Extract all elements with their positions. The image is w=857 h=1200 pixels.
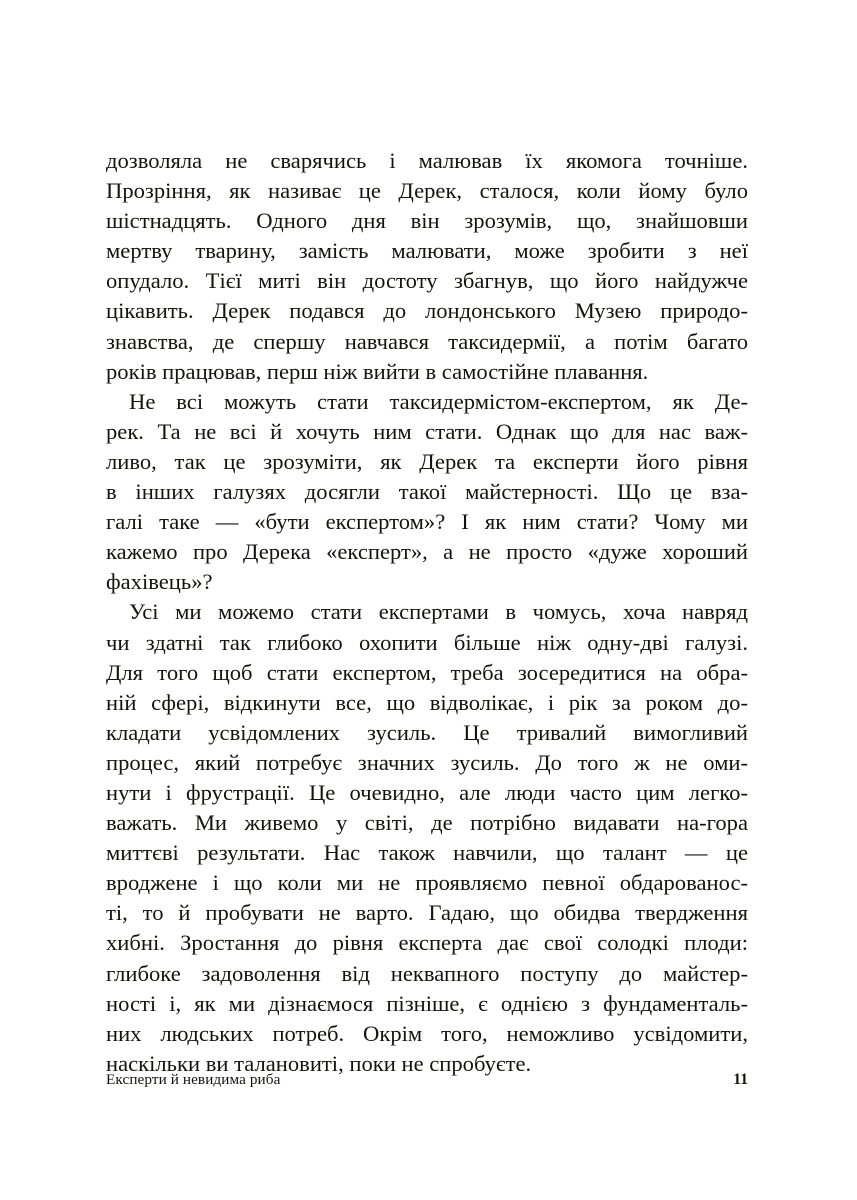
paragraph-3 (106, 597, 748, 1079)
text-line: мертву тварину, замість малювати, може зробити з неї (106, 238, 748, 264)
text-line: Прозріння, як називає це Дерек, сталося, коли йому було (106, 178, 748, 204)
text-line: галі таке — «бути експертом»? І як ним стати? Чому ми (106, 509, 748, 535)
text-line: опудало. Тієї миті він достоту збагнув, що його найдужче (106, 268, 748, 294)
text-line: ності і, як ми дізнаємося пізніше, є однією з фундаменталь- (106, 990, 748, 1016)
text-line: процес, який потребує значних зусиль. До того ж не оми- (106, 749, 748, 775)
page-number: 11 (733, 1071, 748, 1088)
text-line: хибні. Зростання до рівня експерта дає свої солодкі плоди: (106, 930, 748, 956)
text-line: вроджене і що коли ми не проявляємо певної обдарованос- (106, 870, 748, 896)
text-line: них людських потреб. Окрім того, неможливо усвідомити, (106, 1020, 748, 1046)
text-line: Усі ми можемо стати експертами в чомусь, хоча навряд (129, 599, 748, 625)
text-line: цікавить. Дерек подався до лондонського Музею природо- (106, 298, 748, 324)
paragraph-2 (106, 387, 748, 598)
text-line: нути і фрустрації. Це очевидно, але люди часто цим легко- (106, 779, 748, 805)
running-head: Експерти й невидима риба (106, 1071, 281, 1088)
text-line: Для того щоб стати експертом, треба зосередитися на обра- (106, 659, 748, 685)
text-line: кладати усвідомлених зусиль. Це тривалий вимогливий (106, 719, 748, 745)
text-line: ливо, так це зрозуміти, як Дерек та експерти його рівня (106, 448, 748, 474)
text-line: рек. Та не всі й хочуть ним стати. Однак що для нас важ- (106, 418, 748, 444)
text-line: миттєві результати. Нас також навчили, що талант — це (106, 840, 748, 866)
text-line: наскільки ви талановиті, поки не спробуєте. (106, 1050, 532, 1076)
text-line: важать. Ми живемо у світі, де потрібно видавати на-гора (106, 810, 748, 836)
text-line: років працював, перш ніж вийти в самостійне плавання. (106, 358, 649, 384)
text-line: ній сфері, відкинути все, що відволікає, і рік за роком до- (106, 689, 748, 715)
text-line: ті, то й пробувати не варто. Гадаю, що обидва твердження (106, 900, 748, 926)
text-line: фахівець»? (106, 569, 213, 595)
text-line: кажемо про Дерека «експерт», а не просто «дуже хороший (106, 539, 748, 565)
text-line: знавства, де спершу навчався таксидермії, а потім багато (106, 328, 748, 354)
text-line: дозволяла не сварячись і малював їх якомога точніше. (106, 148, 748, 173)
text-line: Не всі можуть стати таксидермістом-експертом, як Де- (129, 388, 748, 414)
text-line: в інших галузях досягли такої майстерності. Що це вза- (106, 479, 748, 505)
text-line: шістнадцять. Одного дня він зрозумів, що, знайшовши (106, 208, 748, 234)
paragraph-1 (106, 146, 748, 387)
page-footer (106, 1070, 748, 1090)
text-line: глибоке задоволення від неквапного поступу до майстер- (106, 960, 748, 986)
page-text-block (106, 146, 748, 1079)
text-line: чи здатні так глибоко охопити більше ніж одну-дві галузі. (106, 629, 748, 655)
